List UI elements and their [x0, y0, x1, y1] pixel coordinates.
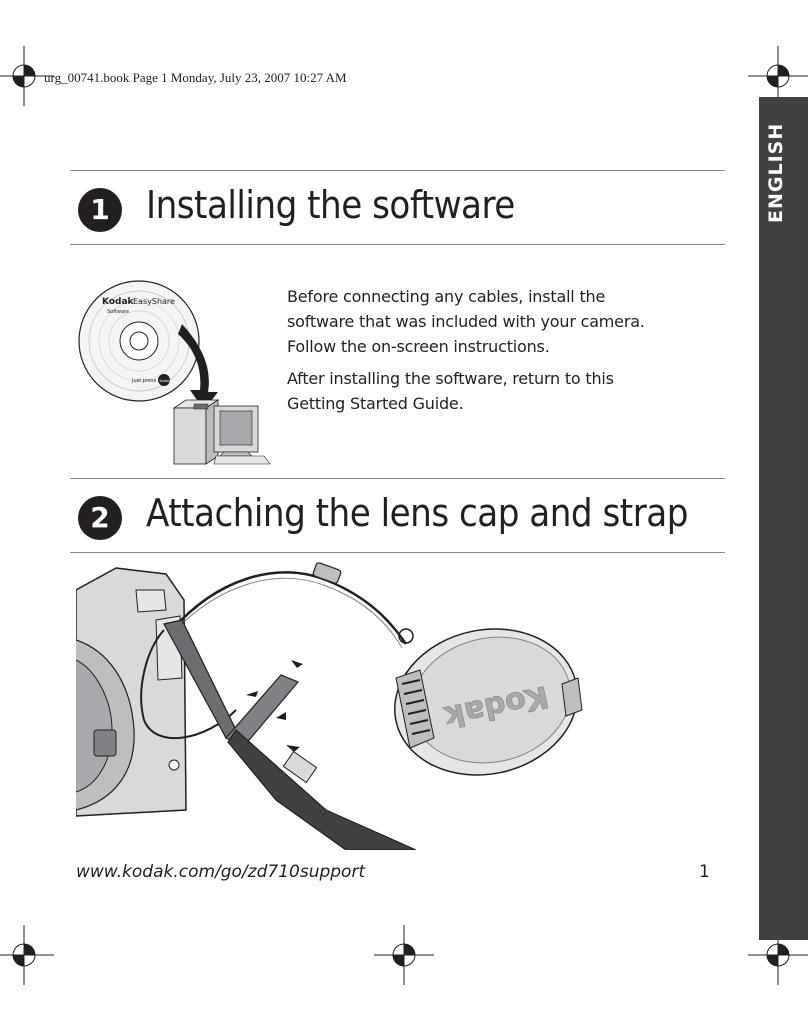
lens-cap-brand: Kodak — [441, 678, 552, 735]
section-rule — [70, 170, 725, 171]
section-rule — [70, 552, 725, 553]
support-url[interactable]: www.kodak.com/go/zd710support — [76, 862, 366, 882]
step-number-badge: 2 — [78, 496, 122, 540]
section-heading: Attaching the lens cap and strap — [146, 491, 688, 535]
software-install-illustration — [74, 276, 274, 471]
cd-disc-icon — [79, 281, 199, 401]
registration-mark-icon — [0, 925, 54, 985]
install-instructions — [287, 284, 667, 423]
disc-badge: Kodak — [159, 379, 171, 383]
section-rule — [70, 478, 725, 479]
section-heading: Installing the software — [146, 183, 515, 227]
computer-icon — [174, 400, 270, 464]
disc-small-text: Just press — [132, 378, 157, 384]
print-slug: urg_00741.book Page 1 Monday, July 23, 2007 10:27 AM — [44, 70, 347, 85]
language-label — [765, 175, 787, 223]
language-side-tab — [759, 97, 808, 940]
disc-product: EasyShare — [133, 297, 175, 306]
install-paragraph: Before connecting any cables, install the software that was included with your camera. Follow the on-screen instructions. — [287, 287, 645, 356]
step-number-badge: 1 — [78, 188, 122, 232]
disc-brand: Kodak — [102, 297, 134, 307]
page-number: 1 — [699, 862, 710, 882]
lens-cap-strap-illustration — [76, 560, 596, 850]
registration-mark-icon — [374, 925, 434, 985]
disc-sub: Software — [107, 309, 130, 315]
install-paragraph: After installing the software, return to this Getting Started Guide. — [287, 369, 614, 413]
section-rule — [70, 244, 725, 245]
camera-body-icon — [76, 568, 186, 816]
registration-mark-icon — [0, 46, 54, 106]
